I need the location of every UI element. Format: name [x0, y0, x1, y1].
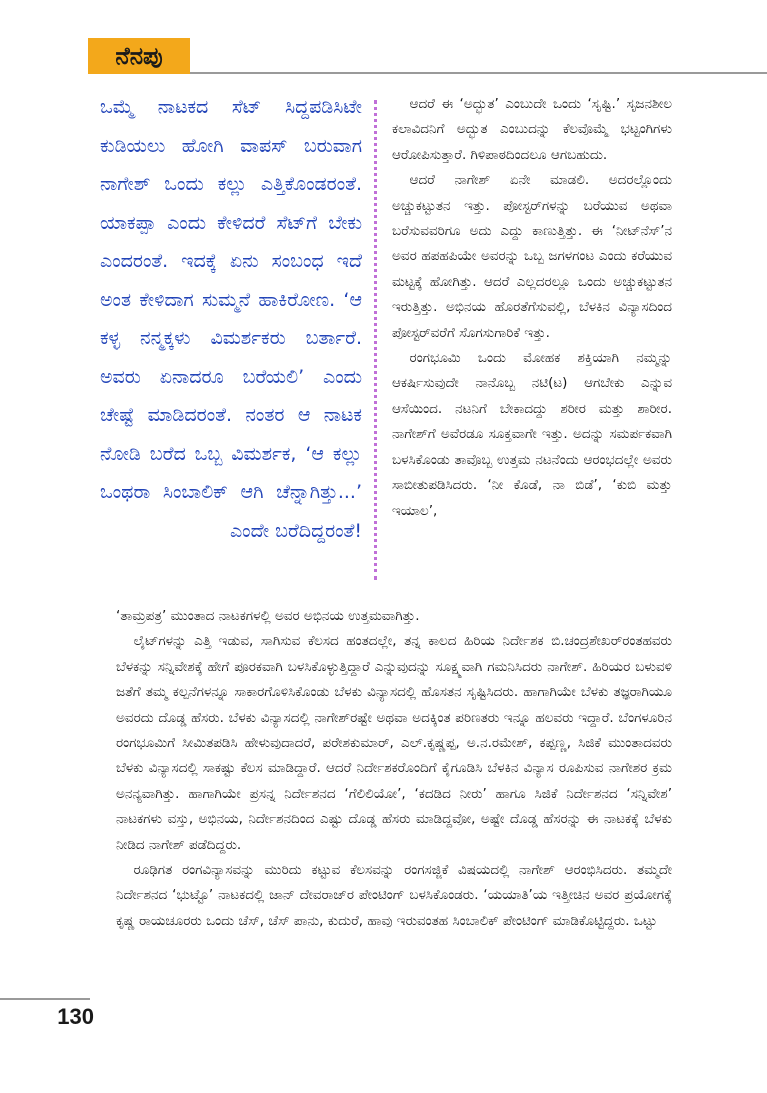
main-text — [116, 604, 672, 1040]
footer-rule — [0, 998, 90, 1000]
paragraph: ರಂಗಭೂಮಿ ಒಂದು ಮೋಹಕ ಶಕ್ತಿಯಾಗಿ ನಮ್ಮನ್ನು ಆಕರ್ಷಿಸುವುದೇ ನಾನೊಬ್ಬ ನಟಿ(ಟ) ಆಗಬೇಕು ಎನ್ನುವ ಆಸೆಯಿಂದ. ನಟನಿಗೆ ಬೇಕಾದದ್ದು ಶರೀರ ಮತ್ತು ಶಾರೀರ. ನಾಗೇಶ್‌ಗೆ ಅವೆರಡೂ ಸೂಕ್ತವಾಗೇ ಇತ್ತು. ಅದನ್ನು ಸಮರ್ಪಕವಾಗಿ ಬಳಸಿಕೊಂಡು ತಾವೊಬ್ಬ ಉತ್ತಮ ನಟನೆಂದು ಆರಂಭದಲ್ಲೇ ಅವರು ಸಾಬೀತುಪಡಿಸಿದರು. ‘ನೀ ಕೊಡೆ, ನಾ ಬಿಡೆ’, ‘ಕುಬಿ ಮತ್ತು ಇಯಾಲ’, — [392, 350, 672, 519]
page-number: 130 — [57, 1004, 94, 1029]
paragraph: ರೂಢಿಗತ ರಂಗವಿನ್ಯಾಸವನ್ನು ಮುರಿದು ಕಟ್ಟುವ ಕೆಲಸವನ್ನು ರಂಗಸಜ್ಜಿಕೆ ವಿಷಯದಲ್ಲಿ ನಾಗೇಶ್ ಆರಂಭಿಸಿದರು. ತಮ್ಮದೇ ನಿರ್ದೇಶನದ ‘ಭುಟ್ಟೊ’ ನಾಟಕದಲ್ಲಿ ಜಾನ್ ದೇವರಾಜ್‌ರ ಪೇಂಟಿಂಗ್ ಬಳಸಿಕೊಂಡರು. ‘ಯಯಾತಿ’ಯ ಇತ್ತೀಚಿನ ಅವರ ಪ್ರಯೋಗಕ್ಕೆ ಕೃಷ್ಣ ರಾಯಚೂರರು ಒಂದು ಚೆಸ್, ಚೆಸ್ ಪಾನು, ಕುದುರೆ, ಹಾವು ಇರುವಂತಹ ಸಿಂಬಾಲಿಕ್ ಪೇಂಟಿಂಗ್ ಮಾಡಿಕೊಟ್ಟಿದ್ದರು. ಒಟ್ಟು — [116, 862, 672, 929]
header-rule — [190, 72, 767, 74]
paragraph: ‘ತಾಮ್ರಪತ್ರ’ ಮುಂತಾದ ನಾಟಕಗಳಲ್ಲಿ ಅವರ ಅಭಿನಯ ಉತ್ತಮವಾಗಿತ್ತು. — [116, 608, 420, 624]
pull-quote: ಒಮ್ಮೆ ನಾಟಕದ ಸೆಟ್ ಸಿದ್ದಪಡಿಸಿಟೇ ಕುಡಿಯಲು ಹೋಗಿ ವಾಪಸ್ ಬರುವಾಗ ನಾಗೇಶ್ ಒಂದು ಕಲ್ಲು ಎತ್ತಿಕೊಂಡರಂತೆ. ಯಾಕಪ್ಪಾ ಎಂದು ಕೇಳಿದರೆ ಸೆಟ್‌ಗೆ ಬೇಕು ಎಂದರಂತೆ. ಇದಕ್ಕೆ ಏನು ಸಂಬಂಧ ಇದೆ ಅಂತ ಕೇಳಿದಾಗ ಸುಮ್ಮನೆ ಹಾಕಿರೋಣ. ‘ಆ ಕಳ್ಳ ನನ್ಮಕ್ಕಳು ವಿಮರ್ಶಕರು ಬರ್ತಾರೆ. ಅವರು ಏನಾದರೂ ಬರೆಯಲಿ’ ಎಂದು ಚೇಷ್ಟೆ ಮಾಡಿದರಂತೆ. ನಂತರ ಆ ನಾಟಕ ನೋಡಿ ಬರೆದ ಒಬ್ಬ ವಿಮರ್ಶಕ, ‘ಆ ಕಲ್ಲು ಒಂಥರಾ ಸಿಂಬಾಲಿಕ್ ಆಗಿ ಚೆನ್ನಾಗಿತ್ತು...’ ಎಂದೇ ಬರೆದಿದ್ದರಂತೆ! — [100, 96, 362, 542]
right-column — [392, 92, 672, 604]
paragraph: ಆದರೆ ನಾಗೇಶ್ ಏನೇ ಮಾಡಲಿ. ಅದರಲ್ಲೊಂದು ಅಚ್ಚುಕಟ್ಟುತನ ಇತ್ತು. ಪೋಸ್ಟರ್‌ಗಳನ್ನು ಬರೆಯುವ ಅಥವಾ ಬರೆಸುವವರಿಗೂ ಅದು ಎದ್ದು ಕಾಣುತ್ತಿತ್ತು. ಈ ‘ನೀಟ್‌ನೆಸ್’ನ ಅವರ ಹಪಹಪಿಯೇ ಅವರನ್ನು ಒಬ್ಬ ಜಗಳಗಂಟ ಎಂದು ಕರೆಯುವ ಮಟ್ಟಕ್ಕೆ ಹೋಗಿತ್ತು. ಆದರೆ ಎಲ್ಲದರಲ್ಲೂ ಒಂದು ಅಚ್ಚುಕಟ್ಟುತನ ಇರುತ್ತಿತ್ತು. ಅಭಿನಯ ಹೊರತೆಗೆಸುವಲ್ಲಿ, ಬೆಳಕಿನ ವಿನ್ಯಾಸದಿಂದ ಪೋಸ್ಟರ್‌ವರೆಗೆ ಸೊಗಸುಗಾರಿಕೆ ಇತ್ತು. — [392, 172, 672, 341]
section-title: ನೆನಪು — [88, 38, 190, 74]
paragraph: ಲೈಟ್‌ಗಳನ್ನು ಎತ್ತಿ ಇಡುವ, ಸಾಗಿಸುವ ಕೆಲಸದ ಹಂತದಲ್ಲೇ, ತನ್ನ ಕಾಲದ ಹಿರಿಯ ನಿರ್ದೇಶಕ ಬಿ.ಚಂದ್ರಶೇಖರ್‌ರಂತಹವರು ಬೆಳಕನ್ನು ಸನ್ನಿವೇಶಕ್ಕೆ ಹೇಗೆ ಪೂರಕವಾಗಿ ಬಳಸಿಕೊಳ್ಳುತ್ತಿದ್ದಾರೆ ಎನ್ನುವುದನ್ನು ಸೂಕ್ಷ್ಮವಾಗಿ ಗಮನಿಸಿದರು ನಾಗೇಶ್. ಹಿರಿಯರ ಬಳುವಳಿ ಜತೆಗೆ ತಮ್ಮ ಕಲ್ಪನೆಗಳನ್ನೂ ಸಾಕಾರಗೊಳಿಸಿಕೊಂಡು ಬೆಳಕು ವಿನ್ಯಾಸದಲ್ಲಿ ಹೊಸತನ ಸೃಷ್ಟಿಸಿದರು. ಹಾಗಾಗಿಯೇ ಬೆಳಕು ತಜ್ಞರಾಗಿಯೂ ಅವರದು ದೊಡ್ಡ ಹೆಸರು. ಬೆಳಕು ವಿನ್ಯಾಸದಲ್ಲಿ ನಾಗೇಶ್‌ರಷ್ಟೇ ಅಥವಾ ಅದಕ್ಕಿಂತ ಪರಿಣತರು ಇನ್ನೂ ಹಲವರು ಇದ್ದಾರೆ. ಬೆಂಗಳೂರಿನ ರಂಗಭೂಮಿಗೆ ಸೀಮಿತಪಡಿಸಿ ಹೇಳುವುದಾದರೆ, ಪರೇಶಕುಮಾರ್, ಎಲ್.ಕೃಷ್ಣಪ್ಪ, ಅ.ನ.ರಮೇಶ್, ಕಪ್ಪಣ್ಣ, ಸಿಜಿಕೆ ಮುಂತಾದವರು ಬೆಳಕು ವಿನ್ಯಾಸದಲ್ಲಿ ಸಾಕಷ್ಟು ಕೆಲಸ ಮಾಡಿದ್ದಾರೆ. ಆದರೆ ನಿರ್ದೇಶಕರೊಂದಿಗೆ ಕೈಗೂಡಿಸಿ ಬೆಳಕಿನ ವಿನ್ಯಾಸ ರೂಪಿಸುವ ನಾಗೇಶರ ಕ್ರಮ ಅನನ್ಯವಾಗಿತ್ತು. ಹಾಗಾಗಿಯೇ ಪ್ರಸನ್ನ ನಿರ್ದೇಶನದ ‘ಗೆಲಿಲಿಯೋ’, ‘ಕದಡಿದ ನೀರು’ ಹಾಗೂ ಸಿಜಿಕೆ ನಿರ್ದೇಶನದ ‘ಸನ್ನಿವೇಶ’ ನಾಟಕಗಳು ವಸ್ತು, ಅಭಿನಯ, ನಿರ್ದೇಶನದಿಂದ ಎಷ್ಟು ದೊಡ್ಡ ಹೆಸರು ಮಾಡಿದ್ದವೋ, ಅಷ್ಟೇ ದೊಡ್ಡ ಹೆಸರನ್ನು ಈ ನಾಟಕಕ್ಕೆ ಬೆಳಕು ನೀಡಿದ ನಾಗೇಶ್ ಪಡೆದಿದ್ದರು. — [116, 633, 672, 853]
paragraph: ಆದರೆ ಈ ‘ಅದ್ಭುತ’ ಎಂಬುದೇ ಒಂದು ‘ಸೃಷ್ಟಿ.’ ಸೃಜನಶೀಲ ಕಲಾವಿದನಿಗೆ ಅದ್ಭುತ ಎಂಬುದನ್ನು ಕೆಲವೊಮ್ಮೆ ಭಟ್ಟಂಗಿಗಳು ಆರೋಪಿಸುತ್ತಾರೆ. ಗಿಳಿಪಾಠದಿಂದಲೂ ಆಗಬಹುದು. — [392, 96, 672, 163]
dotted-divider — [374, 100, 377, 580]
